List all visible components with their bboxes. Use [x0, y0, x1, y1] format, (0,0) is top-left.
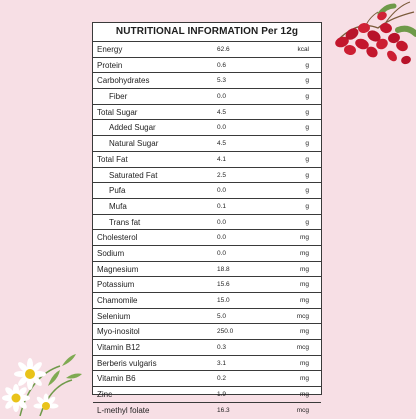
nutrient-value: 18.8 [217, 265, 230, 273]
nutrient-value: 62.6 [217, 46, 230, 53]
nutrient-name: Sodium [97, 248, 125, 258]
nutrient-value: 0.0 [217, 234, 227, 242]
nutrient-name: Energy [97, 45, 123, 54]
table-row [93, 199, 321, 215]
nutrient-name: Natural Sugar [109, 139, 159, 149]
table-row [93, 246, 321, 262]
table-row [93, 309, 321, 325]
table-row [93, 73, 321, 89]
chamomile-icon [0, 336, 88, 416]
nutrient-name: Saturated Fat [109, 170, 158, 180]
nutrient-name: Selenium [97, 311, 131, 321]
table-row [93, 42, 321, 58]
nutrient-unit: mg [299, 234, 309, 242]
nutrient-value: 5.3 [217, 77, 227, 85]
table-row [93, 136, 321, 152]
nutrient-name: Cholesterol [97, 233, 138, 243]
table-row [93, 89, 321, 105]
table-row [93, 230, 321, 246]
nutrient-unit: mg [299, 375, 309, 383]
nutrient-value: 16.3 [217, 406, 230, 414]
nutrient-value: 15.6 [217, 281, 230, 289]
nutrient-value: 250.0 [217, 328, 234, 336]
nutrient-unit: mg [299, 249, 309, 257]
nutrient-value: 0.0 [217, 187, 227, 195]
nutrient-name: Protein [97, 60, 123, 70]
nutrient-name: Potassium [97, 280, 135, 290]
nutrient-unit: mg [299, 297, 309, 304]
nutrient-name: Total Sugar [97, 107, 138, 117]
nutrient-unit: mcg [296, 406, 309, 414]
nutrient-name: Pufa [109, 186, 126, 196]
table-row [93, 183, 321, 199]
nutrient-unit: g [305, 155, 309, 163]
nutrient-unit: mcg [296, 344, 309, 352]
table-row [93, 371, 321, 387]
nutrient-name: Vitamin B12 [97, 343, 140, 353]
nutrient-name: Zinc [97, 390, 113, 400]
barberry-icon [328, 0, 416, 80]
nutrient-name: Berberis vulgaris [97, 358, 157, 368]
table-row [93, 277, 321, 293]
table-row [93, 293, 321, 309]
nutrient-unit: kcal [297, 46, 309, 53]
table-row [93, 356, 321, 372]
nutrient-value: 4.5 [217, 108, 227, 116]
nutrient-value: 0.0 [217, 124, 227, 132]
nutrient-unit: g [305, 202, 309, 210]
table-row [93, 58, 321, 74]
table-row [93, 152, 321, 168]
nutrient-value: 2.5 [217, 171, 227, 179]
nutrient-unit: g [305, 187, 309, 195]
nutrient-value: 0.0 [217, 249, 227, 257]
nutrient-name: Added Sugar [109, 123, 156, 133]
nutrient-name: Chamomile [97, 296, 138, 305]
nutrient-value: 1.9 [217, 391, 227, 399]
nutrient-unit: mg [299, 328, 309, 336]
nutrient-value: 4.1 [217, 155, 227, 163]
table-row [93, 168, 321, 184]
nutrient-name: Magnesium [97, 264, 139, 274]
nutrient-value: 4.5 [217, 140, 227, 148]
table-row [93, 215, 321, 231]
nutrient-name: Carbohydrates [97, 76, 150, 86]
nutrient-unit: mg [299, 391, 309, 399]
table-row [93, 262, 321, 278]
nutrient-value: 0.0 [217, 93, 227, 101]
table-row [93, 387, 321, 403]
table-row [93, 105, 321, 121]
nutrient-unit: mg [299, 281, 309, 289]
nutrient-unit: g [305, 93, 309, 101]
nutrient-unit: g [305, 171, 309, 179]
panel-title: NUTRITIONAL INFORMATION Per 12g [93, 23, 321, 42]
table-row [93, 120, 321, 136]
table-row [93, 324, 321, 340]
nutrient-value: 0.0 [217, 218, 227, 226]
nutrient-unit: g [305, 108, 309, 116]
nutrient-unit: g [305, 124, 309, 132]
nutrient-name: Myo-inositol [97, 327, 140, 337]
nutrient-value: 3.1 [217, 359, 227, 367]
table-row [93, 403, 321, 419]
nutrient-value: 0.6 [217, 61, 227, 69]
nutrition-rows [93, 42, 321, 419]
nutrient-value: 0.2 [217, 375, 227, 383]
nutrient-name: L-methyl folate [97, 405, 150, 415]
nutrient-unit: mg [299, 359, 309, 367]
nutrient-unit: g [305, 140, 309, 148]
nutrient-value: 0.1 [217, 202, 227, 210]
nutrient-name: Vitamin B6 [97, 374, 136, 384]
table-row [93, 340, 321, 356]
nutrient-unit: g [305, 218, 309, 226]
nutrient-name: Mufa [109, 201, 127, 211]
nutrient-name: Trans fat [109, 217, 141, 227]
nutrient-value: 15.0 [217, 297, 230, 304]
nutrient-unit: mcg [296, 312, 309, 320]
nutrient-name: Fiber [109, 92, 128, 102]
nutrient-unit: mg [299, 265, 309, 273]
nutrient-value: 0.3 [217, 344, 227, 352]
nutrient-unit: g [305, 77, 309, 85]
nutrition-panel [92, 22, 322, 415]
nutrient-name: Total Fat [97, 154, 128, 164]
nutrient-unit: g [305, 61, 309, 69]
nutrient-value: 5.0 [217, 312, 227, 320]
